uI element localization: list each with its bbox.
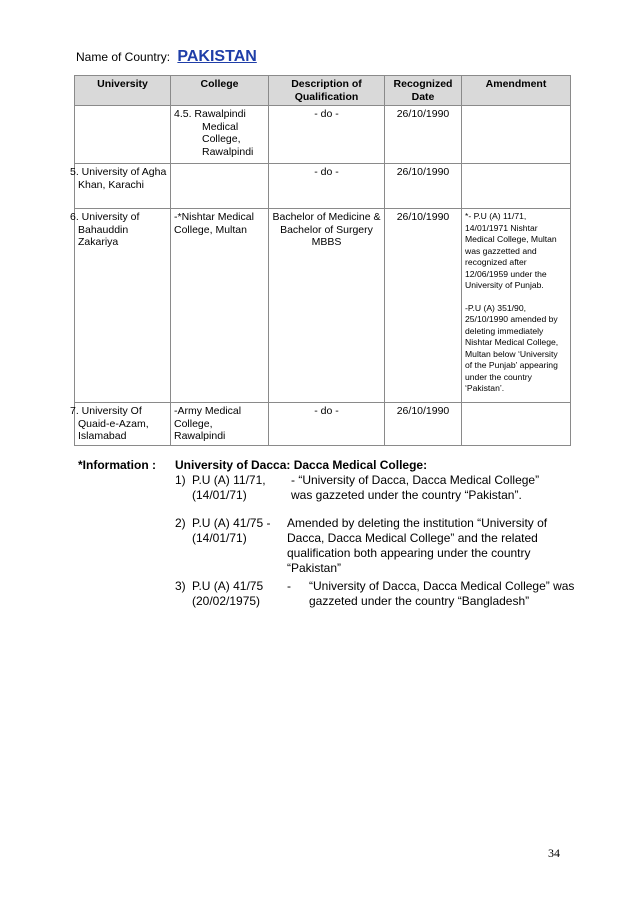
reference-code: P.U (A) 11/71,	[192, 473, 266, 487]
information-item	[175, 516, 575, 578]
college-cell	[171, 164, 269, 209]
date-cell: 26/10/1990	[385, 106, 462, 164]
amendment-note: *- P.U (A) 11/71, 14/01/1971 Nishtar Medical College, Multan was gazzetted and recognized after 12/06/1959 under the University of Punjab.	[465, 211, 557, 290]
information-label: *Information :	[78, 458, 156, 472]
college-cell: -Army Medical College, Rawalpindi	[171, 403, 269, 446]
column-header-description: Description of Qualification	[269, 76, 385, 106]
item-dash: -	[287, 579, 291, 593]
table-row	[75, 209, 571, 403]
item-description: “University of Dacca, Dacca Medical College” was gazzeted under the country “Bangladesh”	[309, 579, 575, 608]
column-header-university: University	[75, 76, 171, 106]
item-number: 3)	[175, 579, 186, 593]
description-cell: - do -	[269, 106, 385, 164]
university-cell: 6. University of Bahauddin Zakariya	[75, 209, 171, 403]
item-description: - “University of Dacca, Dacca Medical College” was gazzeted under the country “Pakistan”.	[291, 473, 540, 502]
amendment-note: -P.U (A) 351/90, 25/10/1990 amended by deleting immediately Nishtar Medical College, Multan below ‘University of the Punjab’ appearing under the country ‘Pakistan’.	[465, 302, 559, 393]
college-cell: 4.5. Rawalpindi Medical College, Rawalpindi	[171, 106, 269, 164]
table-row	[75, 164, 571, 209]
item-reference	[192, 516, 292, 546]
description-cell: - do -	[269, 403, 385, 446]
amendment-cell	[462, 209, 571, 403]
recognition-table	[70, 75, 571, 446]
country-label: Name of Country:	[76, 50, 171, 64]
reference-code: P.U (A) 41/75 -	[192, 516, 271, 530]
information-heading: University of Dacca: Dacca Medical College:	[175, 458, 428, 472]
information-item	[175, 579, 575, 611]
university-cell	[75, 106, 171, 164]
description-cell: Bachelor of Medicine & Bachelor of Surgery MBBS	[269, 209, 385, 403]
reference-date: (14/01/71)	[192, 531, 247, 545]
table-row	[75, 106, 571, 164]
university-cell: 5. University of Agha Khan, Karachi	[75, 164, 171, 209]
page-number: 34	[548, 846, 560, 860]
column-header-college: College	[171, 76, 269, 106]
amendment-cell	[462, 403, 571, 446]
item-reference	[192, 579, 292, 609]
description-cell: - do -	[269, 164, 385, 209]
information-item	[175, 473, 575, 505]
amendment-cell	[462, 106, 571, 164]
table-row	[75, 403, 571, 446]
reference-date: (14/01/71)	[192, 488, 247, 502]
amendment-cell	[462, 164, 571, 209]
country-name: PAKISTAN	[177, 48, 257, 65]
university-cell: 7. University Of Quaid-e-Azam, Islamabad	[75, 403, 171, 446]
college-cell: -*Nishtar Medical College, Multan	[171, 209, 269, 403]
column-header-recognized-date: Recognized Date	[385, 76, 462, 106]
item-description: Amended by deleting the institution “University of Dacca, Dacca Medical College” and the related qualification both appearing under the country “Pakistan”	[287, 516, 548, 575]
item-number: 2)	[175, 516, 186, 530]
country-line	[76, 48, 257, 66]
column-header-amendment: Amendment	[462, 76, 571, 106]
table-header-row	[75, 76, 571, 106]
reference-date: (20/02/1975)	[192, 594, 261, 608]
date-cell: 26/10/1990	[385, 209, 462, 403]
date-cell: 26/10/1990	[385, 164, 462, 209]
item-reference	[192, 473, 292, 503]
reference-code: P.U (A) 41/75	[192, 579, 264, 593]
item-number: 1)	[175, 473, 186, 487]
date-cell: 26/10/1990	[385, 403, 462, 446]
